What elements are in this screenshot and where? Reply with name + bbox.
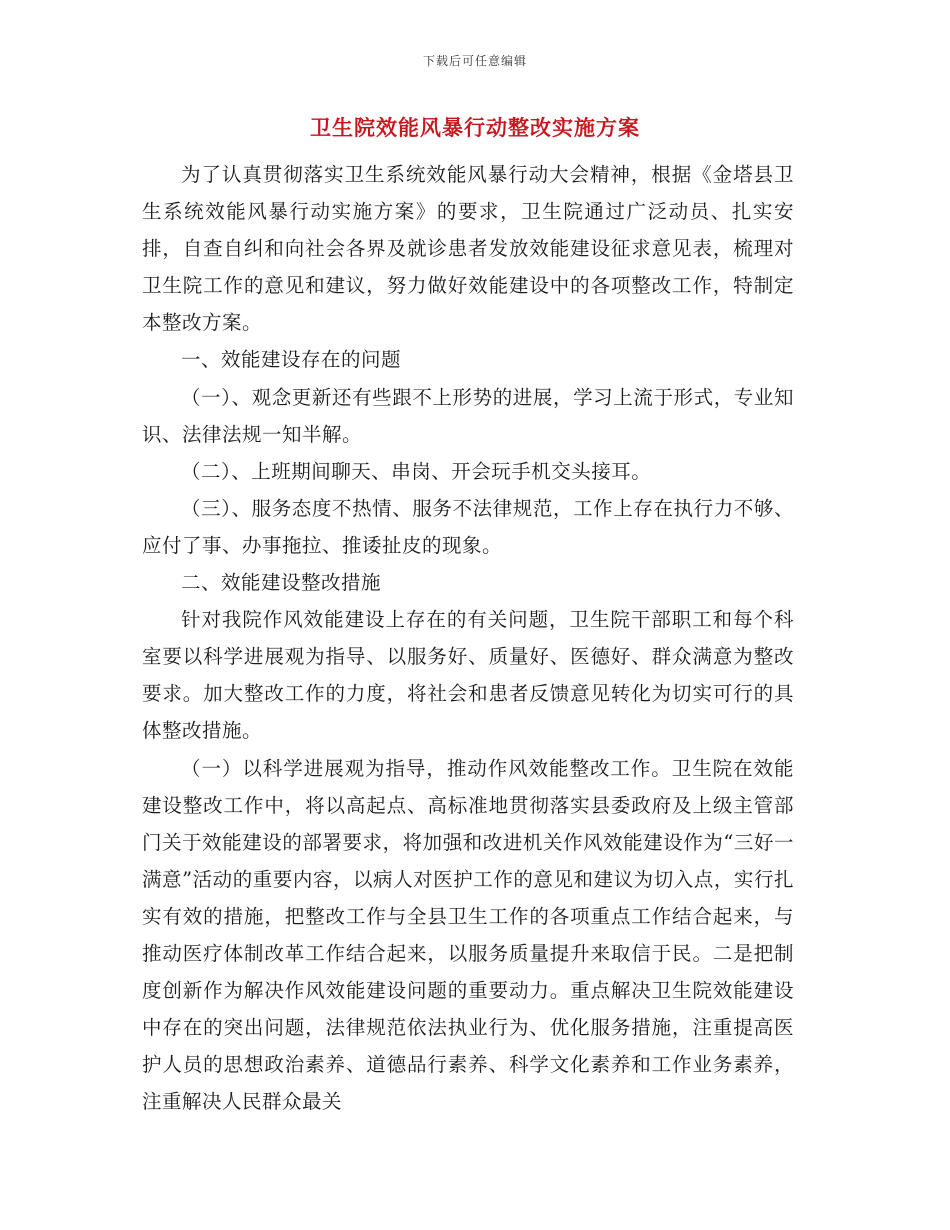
- document-title: 卫生院效能风暴行动整改实施方案: [310, 115, 640, 140]
- intro-paragraph: 为了认真贯彻落实卫生系统效能风暴行动大会精神，根据《金塔县卫生系统效能风暴行动实施方案》的要求，卫生院通过广泛动员、扎实安排，自查自纠和向社会各界及就诊患者发放效能建设征求意见表，梳理对卫生院工作的意见和建议，努力做好效能建设中的各项整改工作，特制定本整改方案。: [142, 163, 794, 335]
- measure-item-1: （一）以科学进展观为指导，推动作风效能整改工作。卫生院在效能建设整改工作中，将以高起点、高标准地贯彻落实县委政府及上级主管部门关于效能建设的部署要求，将加强和改进机关作风效能建设作为“三好一满意”活动的重要内容，以病人对医护工作的意见和建议为切入点，实行扎实有效的措施，把整改工作与全县卫生工作的各项重点工作结合起来，与推动医疗体制改革工作结合起来，以服务质量提升来取信于民。二是把制度创新作为解决作风效能建设问题的重要动力。重点解决卫生院效能建设中存在的突出问题，法律规范依法执业行为、优化服务措施，注重提高医护人员的思想政治素养、道德品行素养、科学文化素养和工作业务素养，注重解决人民群众最关: [142, 756, 794, 1114]
- section-heading-measures: 二、效能建设整改措施: [181, 571, 382, 595]
- measures-intro-paragraph: 针对我院作风效能建设上存在的有关问题，卫生院干部职工和每个科室要以科学进展观为指导、以服务好、质量好、医德好、群众满意为整改要求。加大整改工作的力度，将社会和患者反馈意见转化为切实可行的具体整改措施。: [142, 608, 794, 743]
- document-body: [142, 156, 794, 1120]
- problem-item-2: （二）、上班期间聊天、串岗、开会玩手机交头接耳。: [181, 459, 652, 483]
- problem-item-1: （一）、观念更新还有些跟不上形势的进展，学习上流于形式，专业知识、法律法规一知半解。: [142, 385, 794, 446]
- header-note: 下载后可任意编辑: [422, 54, 527, 68]
- problem-item-3: （三）、服务态度不热情、服务不法律规范，工作上存在执行力不够、应付了事、办事拖拉、推诿扯皮的现象。: [142, 496, 794, 557]
- section-heading-problems: 一、效能建设存在的问题: [181, 348, 402, 372]
